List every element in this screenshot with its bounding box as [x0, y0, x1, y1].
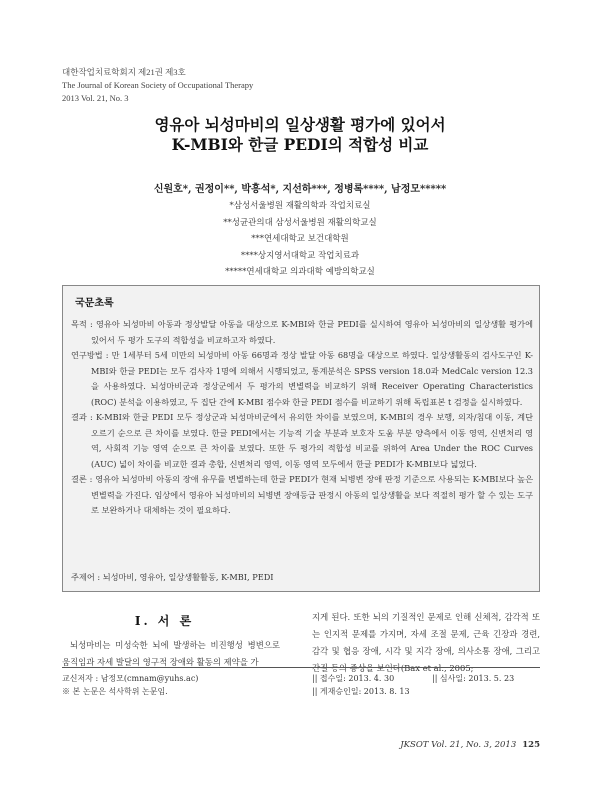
author-list: 신원호*, 권정이**, 박흥석*, 지선하***, 정병록****, 남정모*****	[153, 184, 447, 195]
title-line-1: 영유아 뇌성마비의 일상생활 평가에 있어서	[154, 115, 446, 134]
affiliation-item: ***연세대학교 보건대학원	[251, 234, 349, 244]
affiliation-list	[0, 198, 600, 281]
body-text-right: 지게 된다. 또한 뇌의 기질적인 문제로 인해 신체적, 감각적 또는 인지적 문제를 가지며, 자세 조절 문제, 근육 긴장과 경련, 감각 및 협응 장애, 시각 및 지각 장애, 의사소통 장애, 그리고 간질 등의 증상을 보인다(Bax et al., 2005;	[312, 612, 540, 673]
abstract-results: 결과 : K-MBI와 한글 PEDI 모두 정상군과 뇌성마비군에서 유의한 차이를 보였으며, K-MBI의 경우 보행, 의자/침대 이동, 계단 오르기 순으로 큰 차이를 보였다. 한글 PEDI에서는 기능적 기술 부분과 보호자 도움 부분 양측에서 이동 영역, 신변처리 영역, 사회적 기능 영역 순으로 큰 차이를 보였다. 또한 두 평가의 적합성 비교를 위하여 Area Under the ROC Curves (AUC) 넓이 차이를 비교한 결과 총합, 신변처리 영역, 이동 영역 모두에서 한글 PEDI가 K-MBI보다 넓었다.	[71, 412, 533, 469]
affiliation-item: *삼성서울병원 재활의학과 작업치료실	[229, 201, 371, 211]
affiliation-item: **성균관의대 삼성서울병원 재활의학교실	[223, 217, 377, 228]
title-line-2: K-MBI와 한글 PEDI의 적합성 비교	[171, 135, 429, 154]
page-number: 125	[522, 740, 540, 750]
abstract-conclusion: 결론 : 영유아 뇌성마비 아동의 장애 유무를 변별하는데 한글 PEDI가 현재 뇌병변 장애 판정 기준으로 사용되는 K-MBI보다 높은 변별력을 가진다. 임상에서 영유아 뇌성마비의 뇌병변 장애등급 판정시 아동의 일상생활을 보다 적절히 평가 할 수 있는 도구로 보완하거나 대체하는 것이 필요하다.	[71, 474, 533, 515]
page-footer	[400, 740, 540, 750]
journal-issue: 2013 Vol. 21, No. 3	[62, 93, 129, 103]
received-date: || 접수일: 2013. 4. 30	[312, 674, 395, 683]
abstract-purpose: 목적 : 영유아 뇌성마비 아동과 정상발달 아동을 대상으로 K-MBI와 한글 PEDI를 실시하여 영유아 뇌성마비의 일상생활 평가에 있어서 두 평가 도구의 적합성을 비교하고자 하였다.	[71, 319, 533, 345]
journal-english-name: The Journal of Korean Society of Occupational Therapy	[62, 80, 254, 90]
abstract-heading: 국문초록	[75, 298, 114, 309]
thesis-note: ※ 본 논문은 석사학위 논문임.	[62, 687, 168, 696]
reviewed-date: || 심사일: 2013. 5. 23	[432, 674, 515, 683]
paper-title	[0, 115, 600, 155]
footnote-dates	[312, 672, 410, 698]
section-title-introduction: I. 서 론	[134, 614, 195, 628]
accepted-date: || 게재승인일: 2013. 8. 13	[312, 687, 410, 696]
footnote-divider	[62, 667, 540, 668]
journal-korean-name: 대한작업치료학회지 제21권 제3호	[62, 67, 186, 77]
body-text-left: 뇌성마비는 미성숙한 뇌에 발생하는 비진행성 병변으로 움직임과 자세 발달의 영구적 장애와 활동의 제약을 가	[62, 640, 280, 667]
footnote-review	[432, 672, 514, 685]
abstract-body	[71, 317, 533, 519]
abstract-keywords: 주제어 : 뇌성마비, 영유아, 일상생활활동, K-MBI, PEDI	[71, 572, 274, 582]
corresponding-author: 교신저자 : 남정모(cmnam@yuhs.ac)	[62, 674, 199, 683]
affiliation-item: ****상지영서대학교 작업치료과	[240, 250, 360, 261]
footnote-left	[62, 672, 198, 698]
abstract-box	[62, 285, 540, 592]
abstract-methods: 연구방법 : 만 1세부터 5세 미만의 뇌성마비 아동 66명과 정상 발달 아동 68명을 대상으로 하였다. 일상생활동의 검사도구인 K-MBI와 한글 PEDI는 모두 검사자 1명에 의해서 시행되었고, 통계분석은 SPSS version 18.0과 MedCalc version 12.3을 사용하였다. 뇌성마비군과 정상군에서 두 평가의 변별력을 비교하기 위해 Receiver Operating Characteristics (ROC) 분석을 이용하였고, 두 집단 간에 K-MBI 점수와 한글 PEDI 점수를 비교하기 위해 독립표본 t 검정을 실시하였다.	[71, 350, 533, 407]
affiliation-item: *****연세대학교 의과대학 예방의학교실	[225, 267, 375, 277]
journal-reference: JKSOT Vol. 21, No. 3, 2013	[400, 740, 517, 750]
journal-header	[62, 66, 253, 105]
